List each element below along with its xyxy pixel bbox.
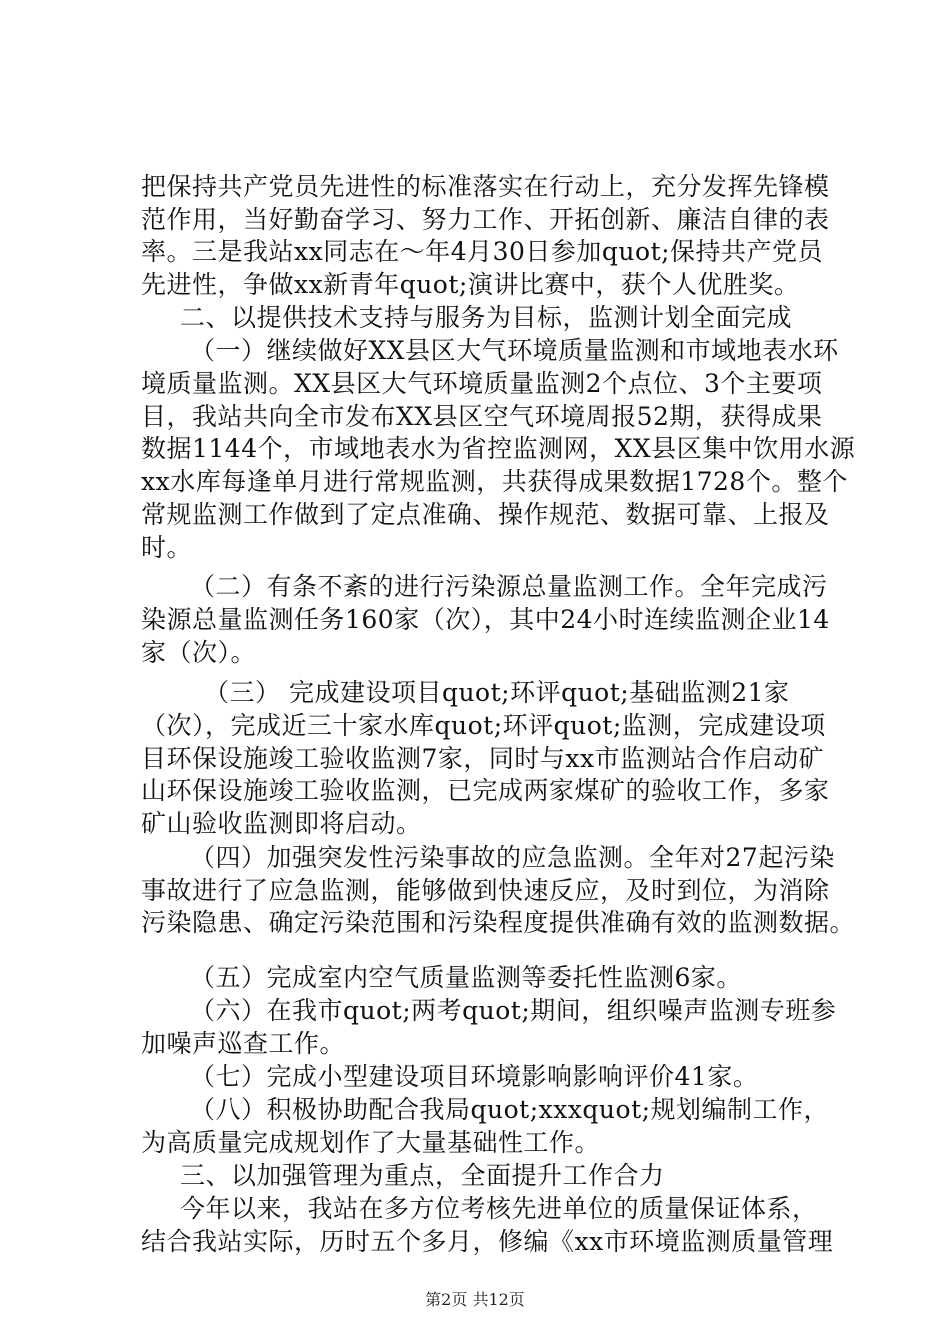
text-line: （二）有条不紊的进行污染源总量监测工作。全年完成污 [190,572,828,601]
text-line: （次），完成近三十家水库quot;环评quot;监测，完成建设项 [141,711,826,740]
text-line: 结合我站实际，历时五个多月，修编《xx市环境监测质量管理 [141,1227,834,1256]
text-line: （一）继续做好XX县区大气环境质量监测和市域地表水环 [190,336,839,365]
text-line: 染源总量监测任务160家（次），其中24小时连续监测企业14 [141,605,830,634]
page-footer: 第2页 共12页 [425,1290,525,1309]
text-line: （四）加强突发性污染事故的应急监测。全年对27起污染 [190,843,835,872]
text-line: 家（次）。 [141,638,257,667]
text-line: 今年以来，我站在多方位考核先进单位的质量保证体系， [180,1194,818,1223]
text-line: 常规监测工作做到了定点准确、操作规范、数据可靠、上报及 [141,500,830,529]
text-line: 境质量监测。XX县区大气环境质量监测2个点位、3个主要项 [141,369,823,398]
text-line: 目，我站共向全市发布XX县区空气环境周报52期，获得成果 [141,402,823,431]
text-line: 数据1144个，市域地表水为省控监测网，XX县区集中饮用水源 [141,434,856,463]
text-line: 率。三是我站xx同志在～年4月30日参加quot;保持共产党员 [141,237,824,266]
text-line: 山环保设施竣工验收监测，已完成两家煤矿的验收工作，多家 [141,776,830,805]
text-line: （八）积极协助配合我局quot;xxxquot;规划编制工作， [190,1095,830,1124]
text-line: （三） 完成建设项目quot;环评quot;基础监测21家 [204,678,790,707]
text-line: （七）完成小型建设项目环境影响影响评价41家。 [190,1062,759,1091]
section-heading: 二、以提供技术支持与服务为目标，监测计划全面完成 [180,303,793,332]
text-line: 加噪声巡查工作。 [141,1029,346,1058]
text-line: 为高质量完成规划作了大量基础性工作。 [141,1128,601,1157]
text-line: 目环保设施竣工验收监测7家，同时与xx市监测站合作启动矿 [141,744,825,773]
text-line: 事故进行了应急监测，能够做到快速反应，及时到位，为消除 [141,876,830,905]
text-line: 范作用，当好勤奋学习、努力工作、开拓创新、廉洁自律的表 [141,205,830,234]
text-line: 污染隐患、确定污染范围和污染程度提供准确有效的监测数据。 [141,908,856,937]
text-line: 把保持共产党员先进性的标准落实在行动上，充分发挥先锋模 [141,172,830,201]
section-heading: 三、以加强管理为重点，全面提升工作合力 [180,1161,665,1190]
text-line: 先进性，争做xx新青年quot;演讲比赛中，获个人优胜奖。 [141,270,800,299]
text-line: xx水库每逢单月进行常规监测，共获得成果数据1728个。整个 [141,467,848,496]
text-line: 时。 [141,533,193,562]
text-line: 矿山验收监测即将启动。 [141,809,422,838]
text-line: （五）完成室内空气质量监测等委托性监测6家。 [190,963,742,992]
text-line: （六）在我市quot;两考quot;期间，组织噪声监测专班参 [190,996,837,1025]
